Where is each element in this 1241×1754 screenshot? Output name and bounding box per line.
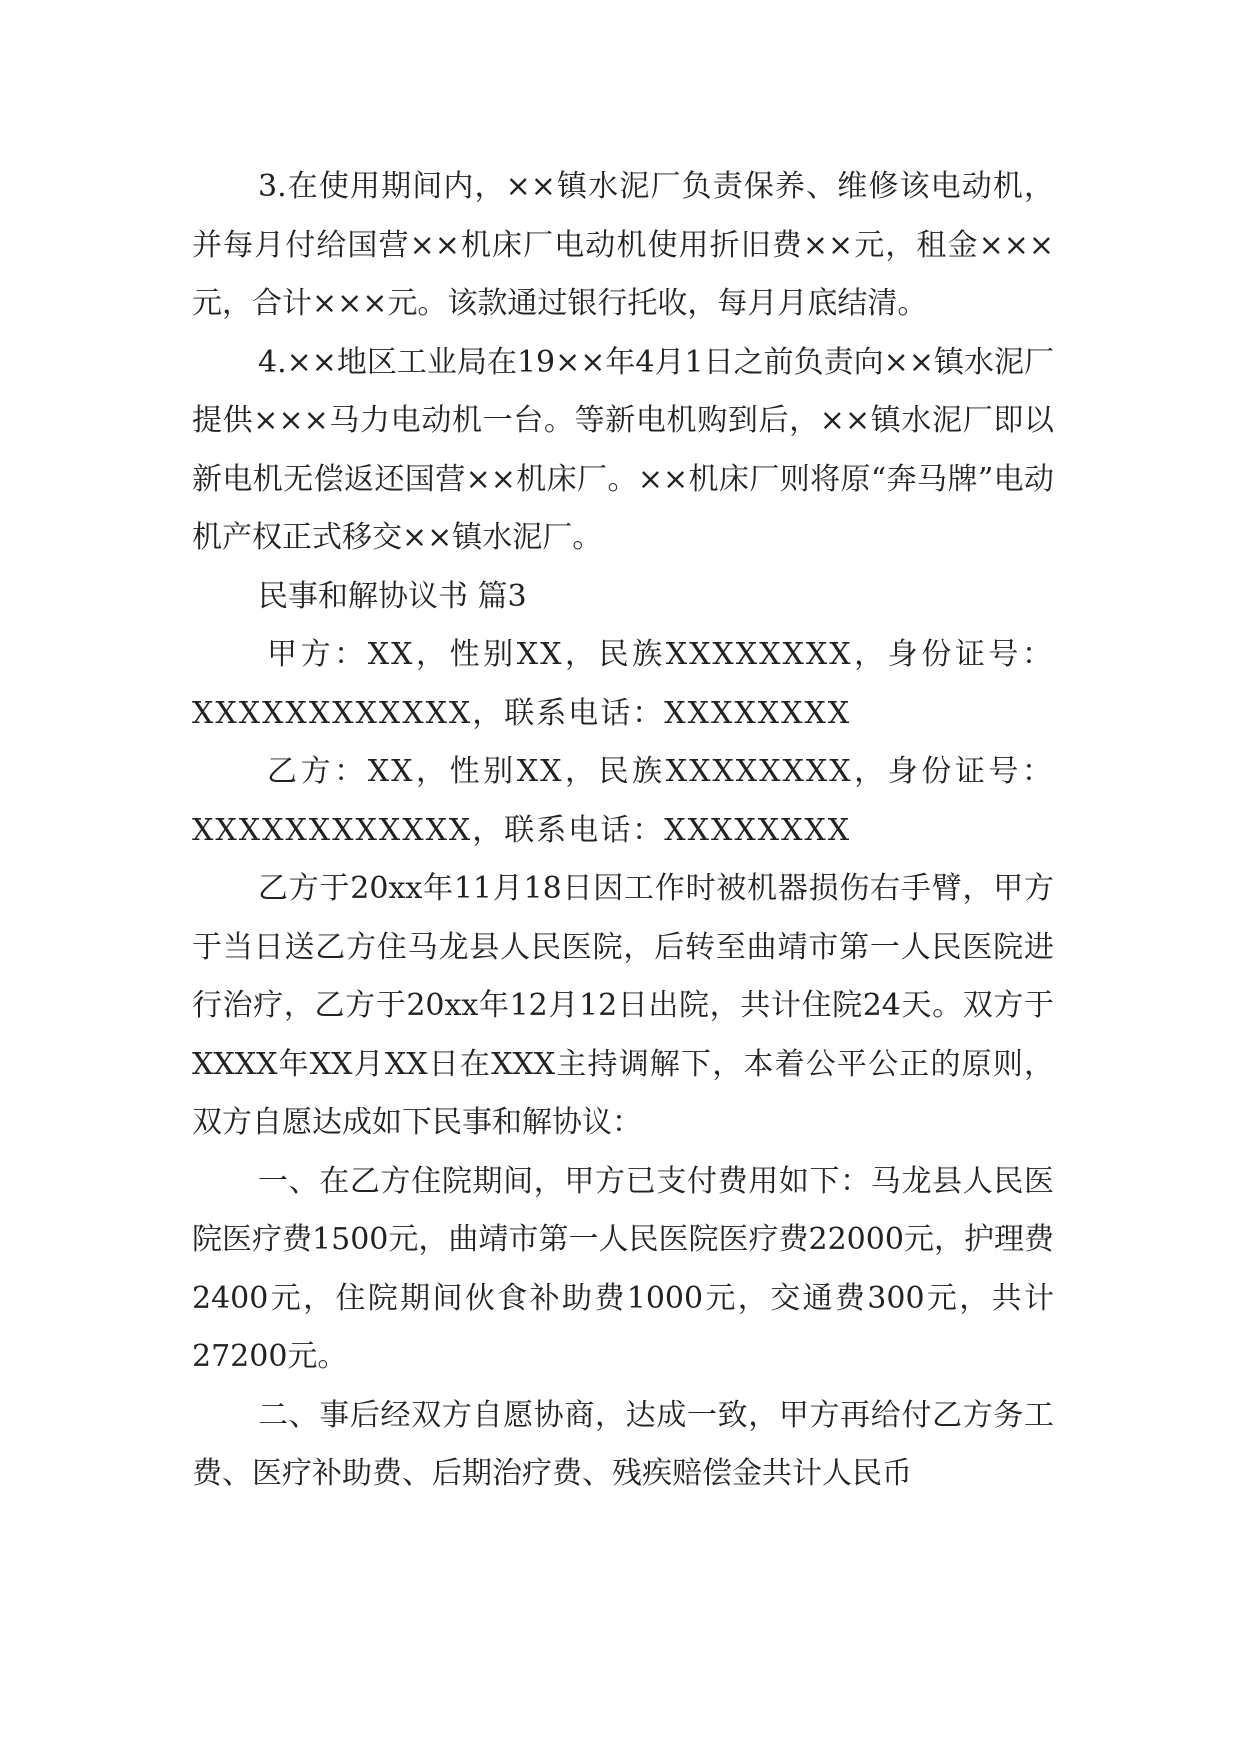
paragraph-clause-4: 4.××地区工业局在19××年4月1日之前负责向××镇水泥厂提供×××马力电动机一台。等新电机购到后，××镇水泥厂即以新电机无偿返还国营××机床厂。××机床厂则将原“奔马牌”电动机产权正式移交××镇水泥厂。: [192, 344, 1054, 555]
paragraph-article-2: 二、事后经双方自愿协商，达成一致，甲方再给付乙方务工费、医疗补助费、后期治疗费、残疾赔偿金共计人民币: [192, 1397, 1054, 1491]
document-page: [192, 158, 1054, 1504]
section-heading: 民事和解协议书 篇3: [258, 578, 527, 614]
party-a-info: 甲方：XX，性别XX，民族XXXXXXXX，身份证号：XXXXXXXXXXXX，联系电话：XXXXXXXX: [192, 637, 1054, 731]
paragraph-clause-3: 3.在使用期间内，××镇水泥厂负责保养、维修该电动机，并每月付给国营××机床厂电动机使用折旧费××元，租金×××元，合计×××元。该款通过银行托收，每月月底结清。: [192, 169, 1054, 321]
party-b-info: 乙方：XX，性别XX，民族XXXXXXXX，身份证号：XXXXXXXXXXXX，联系电话：XXXXXXXX: [192, 754, 1054, 848]
paragraph-incident: 乙方于20xx年11月18日因工作时被机器损伤右手臂，甲方于当日送乙方住马龙县人民医院，后转至曲靖市第一人民医院进行治疗，乙方于20xx年12月12日出院，共计住院24天。双方于XXXX年XX月XX日在XXX主持调解下，本着公平公正的原则，双方自愿达成如下民事和解协议：: [192, 871, 1054, 1140]
paragraph-article-1: 一、在乙方住院期间，甲方已支付费用如下：马龙县人民医院医疗费1500元，曲靖市第一人民医院医疗费22000元，护理费2400元，住院期间伙食补助费1000元，交通费300元，共计27200元。: [192, 1163, 1054, 1374]
